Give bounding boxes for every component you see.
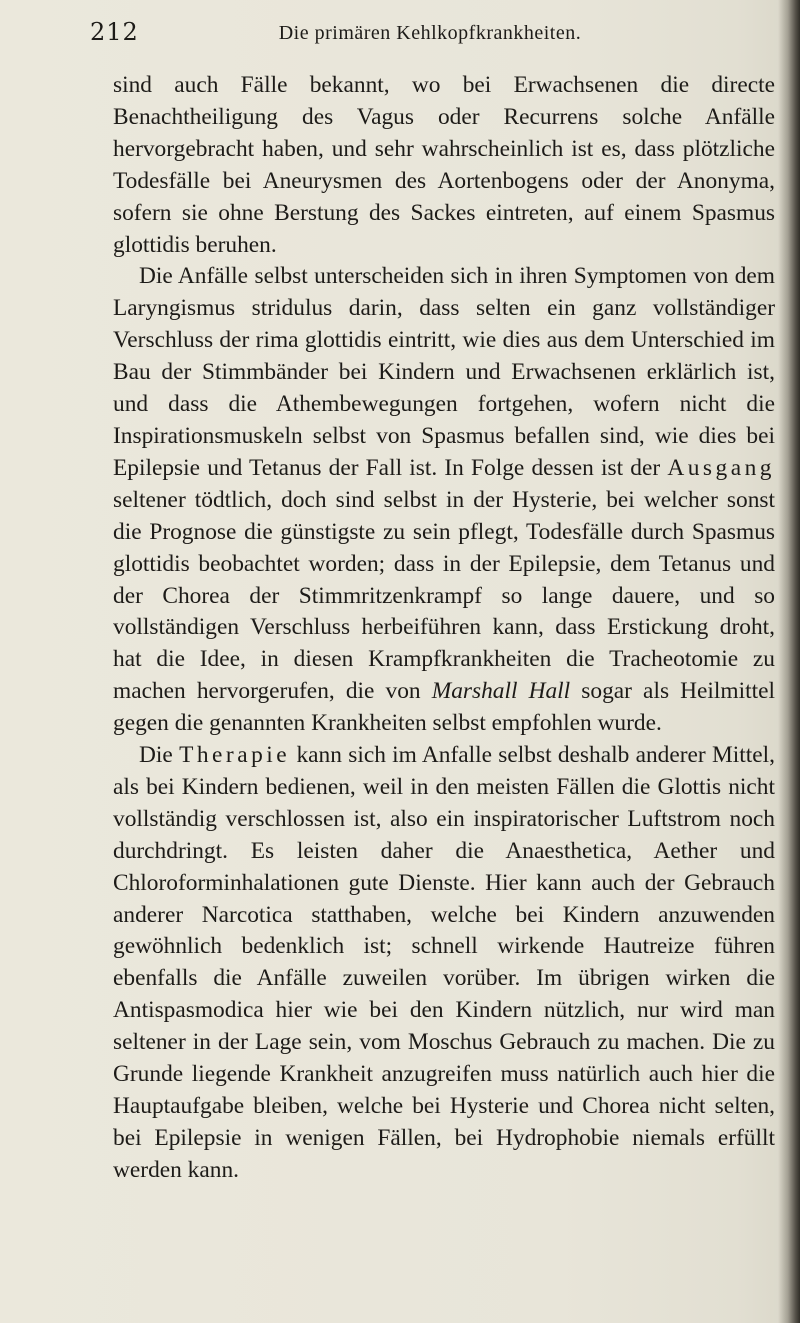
emphasis-spaced: Ausgang	[667, 454, 775, 481]
text-segment: sogar als Heilmittel gegen die genannten Krankheiten selbst empfohlen wurde.	[113, 678, 775, 737]
paragraph	[113, 70, 775, 261]
page-header	[90, 18, 770, 50]
paragraph	[113, 261, 775, 740]
emphasis-spaced: Therapie	[179, 742, 291, 769]
text-segment: Die Anfälle selbst unterscheiden sich in ihren Symptomen von dem Laryngismus stridulus darin, dass selten ein ganz vollständiger Verschluss der rima glottidis eintritt, wie dies aus dem Unterschied im Bau der Stimmbänder bei Kindern und Erwachsenen erklärlich ist, und dass die Athembewegungen fortgehen, wofern nicht die Inspirationsmuskeln selbst von Spasmus befallen sind, wie dies bei Epilepsie und Tetanus der Fall ist. In Folge dessen ist der	[113, 263, 775, 481]
text-segment: seltener tödtlich, doch sind selbst in der Hysterie, bei welcher sonst die Prognose die günstigste zu sein pflegt, Todesfälle durch Spasmus glottidis beobachtet worden; dass in der Epilepsie, dem Tetanus und der Chorea der Stimmritzenkrampf so lange dauere, und so vollständigen Verschluss herbeiführen kann, dass Erstickung droht, hat die Idee, in diesen Krampfkrankheiten die Tracheotomie zu machen hervorgerufen, die von	[113, 486, 775, 705]
body-text	[113, 70, 775, 1187]
running-title: Die primären Kehlkopfkrankheiten.	[278, 22, 582, 44]
page-number: 212	[90, 18, 139, 46]
page-edge-shadow	[778, 0, 800, 1323]
paragraph	[113, 740, 775, 1187]
author-name: Marshall Hall	[431, 678, 571, 705]
text-segment: kann sich im Anfalle selbst deshalb anderer Mittel, als bei Kindern bedienen, weil in den meisten Fällen die Glottis nicht vollständig verschlossen ist, also ein inspiratorischer Luftstrom noch durchdringt. Es leisten daher die Anaesthetica, Aether und Chloroforminhalationen gute Dienste. Hier kann auch der Gebrauch anderer Narcotica statthaben, welche bei Kindern anzuwenden gewöhnlich bedenklich ist; schnell wirkende Hautreize führen ebenfalls die Anfälle zuweilen vorüber. Im übrigen wirken die Antispasmodica hier wie bei den Kindern nützlich, nur wird man seltener in der Lage sein, vom Moschus Gebrauch zu machen. Die zu Grunde liegende Krankheit anzugreifen muss natürlich auch hier die Hauptaufgabe bleiben, welche bei Hysterie und Chorea nicht selten, bei Epilepsie in wenigen Fällen, bei Hydrophobie niemals erfüllt werden kann.	[113, 742, 775, 1183]
text-segment: Die	[139, 742, 180, 769]
text-segment: sind auch Fälle bekannt, wo bei Erwachsenen die directe Benachtheiligung des Vagus oder Recurrens solche Anfälle hervorgebracht haben, und sehr wahrscheinlich ist es, dass plötzliche Todesfälle bei Aneurysmen des Aortenbogens oder der Anonyma, sofern sie ohne Berstung des Sackes eintreten, auf einem Spasmus glottidis beruhen.	[113, 72, 775, 258]
